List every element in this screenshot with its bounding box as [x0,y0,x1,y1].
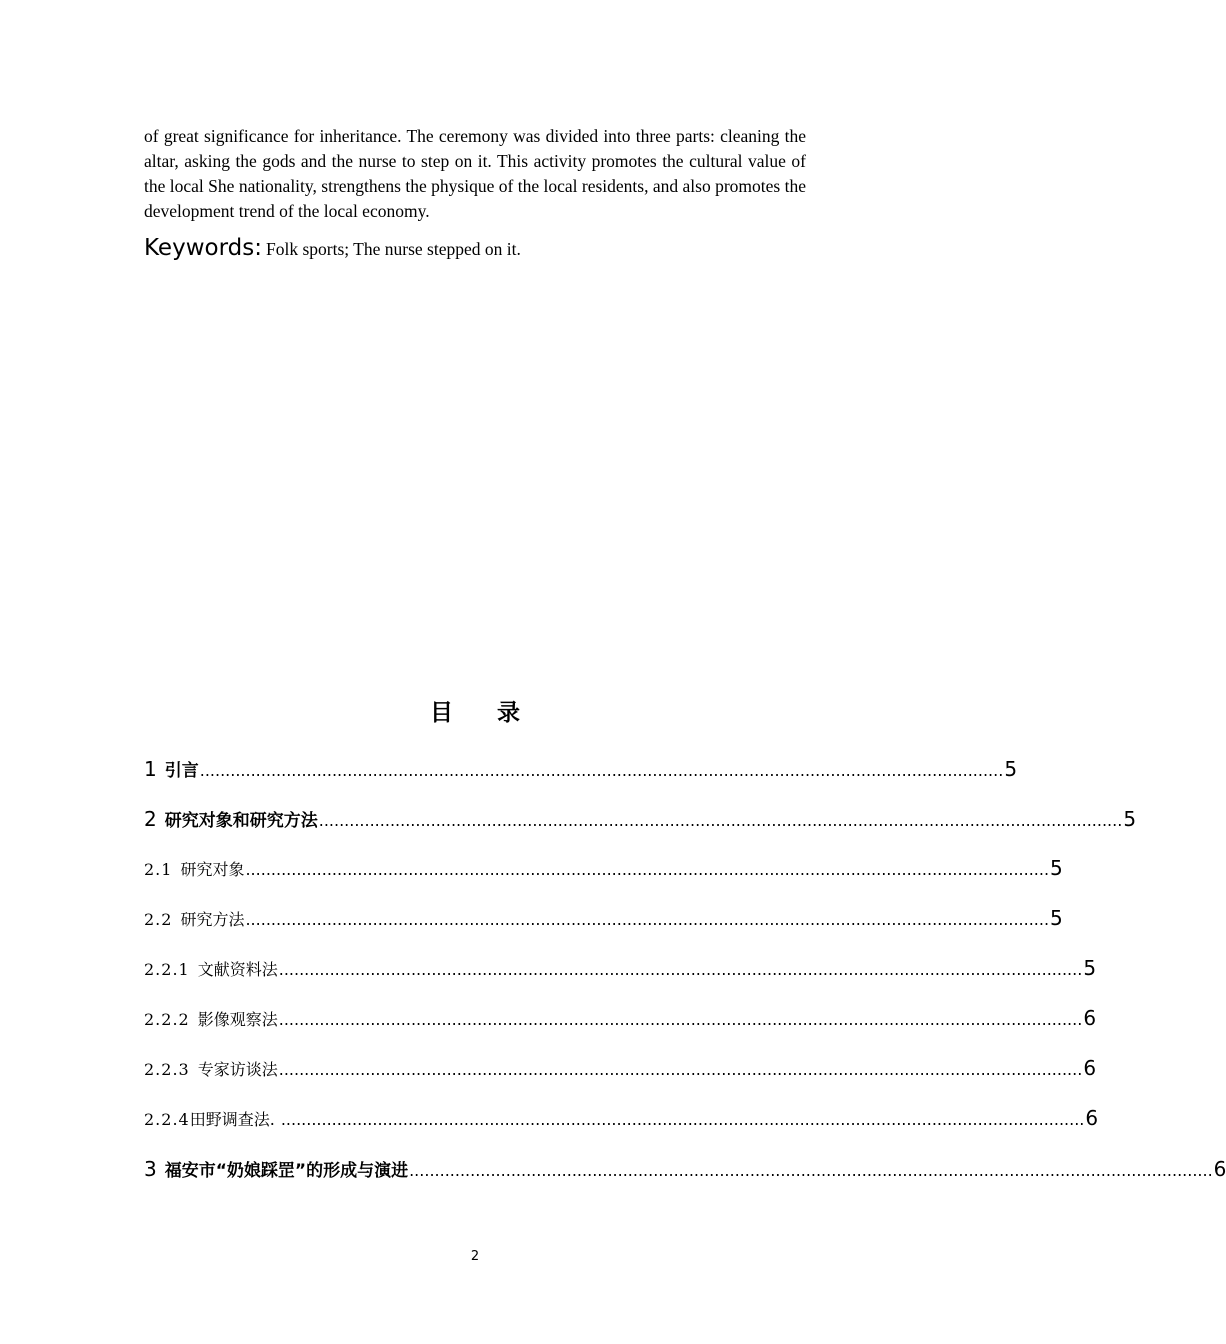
toc-leader-dots: .............................................................................................................................................................. [278,1060,1083,1079]
keywords-label: Keywords: [144,235,262,261]
toc-entry-number: 2.2.3 [144,1060,190,1079]
toc-entry-page: 5 [1050,856,1063,880]
toc-entry-text: 田野调查法. [189,1110,275,1129]
toc-entry-text: 研究方法 [180,910,245,929]
toc-entry-3[interactable] [144,1156,1226,1186]
toc-entry-2-2-4[interactable] [144,1106,1099,1136]
toc-entry-text: 专家访谈法 [197,1060,278,1079]
toc-entry-2-2[interactable] [144,906,1063,936]
toc-entry-page: 5 [1004,757,1018,781]
toc-entry-text: 研究对象 [180,860,245,879]
toc-entry-number: 2.2.4 [144,1110,190,1129]
toc-entry-text: 福安市“奶娘踩罡”的形成与演进 [164,1161,409,1181]
keywords-line [144,235,806,261]
toc-entry-number: 2.2.2 [144,1010,190,1029]
abstract-text: of great significance for inheritance. The ceremony was divided into three parts: cleaning the altar, asking the gods and the nurse to step on it. This activity promotes the cultural value of the local She nationality, strengthens the physique of the local residents, and also promotes the development trend of the local economy. [144,126,806,221]
toc-entry-number: 1 [144,757,157,781]
toc-entry-page: 6 [1085,1106,1099,1130]
toc-entry-text: 研究对象和研究方法 [164,811,318,831]
toc-leader-dots: .............................................................................................................................................................. [278,1010,1083,1029]
toc-entry-number: 2.1 [144,860,173,879]
toc-entry-2-2-1[interactable] [144,956,1097,986]
toc-title-right: 录 [497,700,520,726]
toc-entry-1[interactable] [144,756,1018,786]
toc-entry-number: 3 [144,1157,157,1181]
toc-entry-2[interactable] [144,806,1137,836]
keywords-text: Folk sports; The nurse stepped on it. [265,239,521,259]
toc-entry-page: 5 [1123,807,1137,831]
toc-entry-2-2-2[interactable] [144,1006,1097,1036]
toc-entry-page: 5 [1050,906,1063,930]
toc-entry-number: 2.2 [144,910,173,929]
toc-entry-page: 6 [1083,1056,1097,1080]
abstract-paragraph [144,124,806,224]
toc-entry-page: 6 [1213,1157,1226,1181]
toc-title-left: 目 [430,700,453,726]
toc-leader-dots: .............................................................................................................................................................. [245,860,1050,879]
toc-entry-text: 影像观察法 [197,1010,278,1029]
toc-entry-page: 5 [1083,956,1097,980]
toc-leader-dots: .............................................................................................................................................................. [245,910,1050,929]
toc-leader-dots: .............................................................................................................................................................. [409,1161,1213,1180]
toc-entry-2-1[interactable] [144,856,1063,886]
toc-entry-number: 2.2.1 [144,960,190,979]
page-number: 2 [470,1249,480,1264]
toc-title [0,694,950,727]
toc-entry-2-2-3[interactable] [144,1056,1097,1086]
toc-entry-text: 文献资料法 [197,960,278,979]
toc-entry-text: 引言 [164,761,199,781]
toc-leader-dots: .............................................................................................................................................................. [318,811,1123,830]
toc-leader-dots: .............................................................................................................................................................. [199,761,1004,780]
toc-leader-dots: .............................................................................................................................................................. [280,1110,1085,1129]
toc-entry-page: 6 [1083,1006,1097,1030]
toc-entry-number: 2 [144,807,157,831]
toc-leader-dots: .............................................................................................................................................................. [278,960,1083,979]
